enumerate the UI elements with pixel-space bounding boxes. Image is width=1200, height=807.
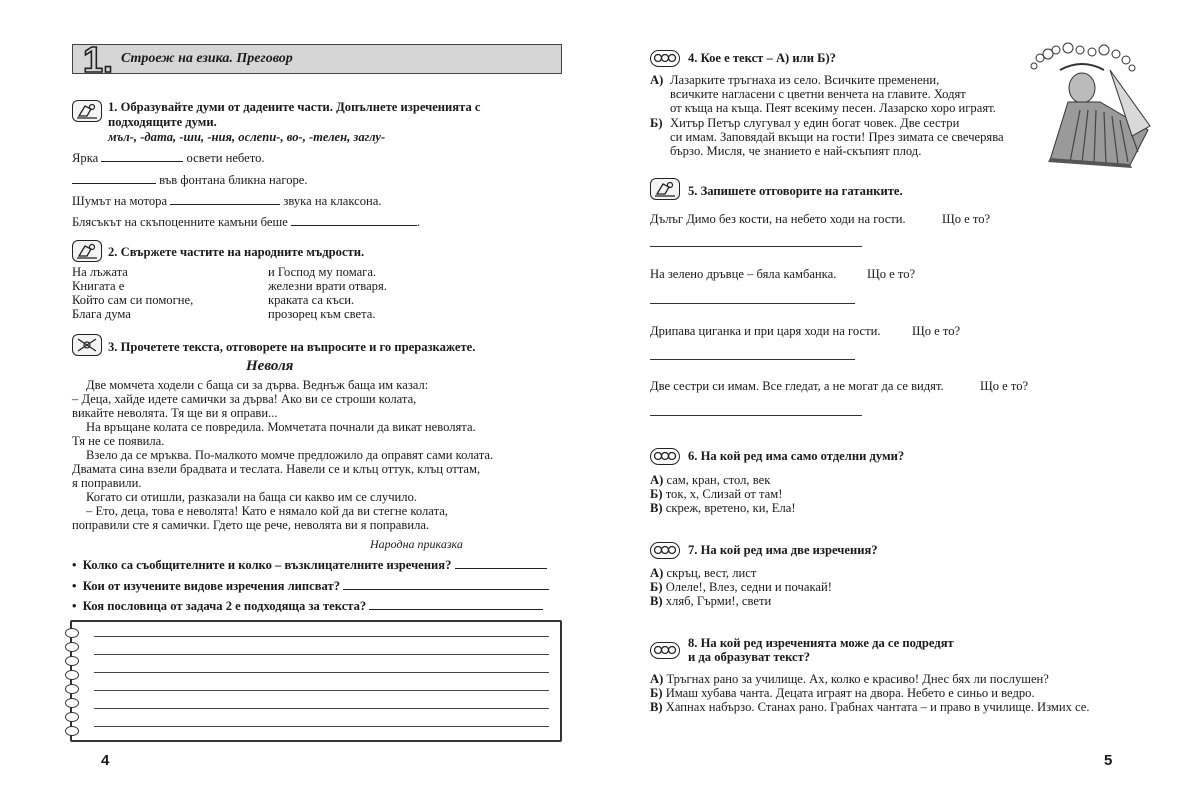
lazarka-girl-illustration <box>1020 40 1170 170</box>
spiral-ring <box>65 628 79 638</box>
blank-line[interactable] <box>170 193 280 205</box>
task5-title: 5. Запишете отговорите на гатанките. <box>688 184 903 198</box>
story-line: я поправили. <box>72 476 142 490</box>
answer-blank[interactable] <box>369 598 543 610</box>
riddle-question: Що е то? <box>867 267 916 281</box>
writing-area[interactable] <box>70 620 562 742</box>
riddle-1: Дълъг Димо без кости, на небето ходи на гости. <box>650 212 906 226</box>
write-task-icon <box>650 178 680 200</box>
answer-blank[interactable] <box>343 578 549 590</box>
choice-task-icon <box>650 642 680 659</box>
task7-option-c[interactable]: В) хляб, Гърми!, свети <box>650 594 772 608</box>
text-b-line: си имам. Заповядай вкъщи на гости! През зимата се свечерява <box>670 130 1004 144</box>
riddle-4: Две сестри си имам. Все гледат, а не могат да се видят. <box>650 379 944 393</box>
task1-sentence-2: във фонтана бликна нагоре. <box>72 172 308 188</box>
task8-title-line1: 8. На кой ред изреченията може да се подредят <box>688 636 954 650</box>
page-number: 5 <box>1104 752 1113 769</box>
task1-title-line1: 1. Образувайте думи от дадените части. Допълнете изреченията с <box>108 100 481 114</box>
riddle-3: Дрипава циганка и при царя ходи на гости. <box>650 324 881 338</box>
blank-line[interactable] <box>72 172 156 184</box>
proverb-right-2: железни врати отваря. <box>268 279 387 293</box>
task7-title: 7. На кой ред има две изречения? <box>688 543 878 557</box>
read-task-icon <box>72 334 102 356</box>
choice-task-icon <box>650 448 680 465</box>
question-3: • Коя пословица от задача 2 е подходяща за текста? <box>72 598 543 614</box>
text-a-line: Лазарките тръгнаха из село. Всичките пременени, <box>670 73 940 87</box>
option-a-label: А) <box>650 73 664 87</box>
story-line: поправили сте я самички. Гдето ще рече, неволята ви я поправила. <box>72 518 430 532</box>
proverb-right-1: и Господ му помага. <box>268 265 377 279</box>
text-a-line: всичките нагласени с цветни венчета на главите. Ходят <box>670 87 966 101</box>
proverb-left-4: Блага дума <box>72 307 131 321</box>
story-title: Неволя <box>246 358 294 374</box>
task7-option-a[interactable]: А) скръц, вест, лист <box>650 566 757 580</box>
answer-blank[interactable] <box>455 557 547 569</box>
spiral-ring <box>65 712 79 722</box>
task1-word-parts: мъл-, -дата, -ши, -ния, ослепи-, во-, -телен, заглу- <box>108 130 386 144</box>
task1-sentence-1: Ярка освети небето. <box>72 151 265 165</box>
story-line: Взело да се мръква. По-малкото момче предложило да оправят сами колата. <box>86 448 494 462</box>
unit-number: 1. <box>83 39 114 80</box>
task6-option-a[interactable]: А) сам, кран, стол, век <box>650 473 771 487</box>
proverb-right-3: краката са къси. <box>268 293 355 307</box>
spiral-ring <box>65 670 79 680</box>
task4-title: 4. Кое е текст – А) или Б)? <box>688 51 836 65</box>
task6-option-c[interactable]: В) скреж, вретено, ки, Ела! <box>650 501 796 515</box>
task8-option-c[interactable]: В) Хапнах набързо. Станах рано. Грабнах чантата – и право в училище. Измих се. <box>650 700 1090 714</box>
question-2: • Кои от изучените видове изречения липсват? <box>72 578 549 594</box>
option-b-label: Б) <box>650 116 663 130</box>
spiral-ring <box>65 684 79 694</box>
story-line: Двамата сина взели брадвата и теслата. Навели се и клъц оттук, клъц оттам, <box>72 462 481 476</box>
unit-title: Строеж на езика. Преговор <box>121 51 293 66</box>
story-line: Тя не се появила. <box>72 434 165 448</box>
proverb-left-1: На лъжата <box>72 265 128 279</box>
story-line: – Деца, хайде идете самички за дърва! Ако ви се строши колата, <box>72 392 417 406</box>
page-number: 4 <box>101 752 110 769</box>
riddle-answer-line[interactable] <box>650 302 855 304</box>
text-b-line: Хитър Петър слугувал у един богат човек. Две сестри <box>670 116 960 130</box>
task1-sentence-3: Шумът на мотора звука на клаксона. <box>72 194 382 208</box>
task8-option-a[interactable]: А) Тръгнах рано за училище. Ах, колко е красиво! Днес бях ли послушен? <box>650 672 1049 686</box>
write-task-icon <box>72 240 102 262</box>
proverb-left-3: Който сам си помогне, <box>72 293 194 307</box>
unit-header <box>72 39 562 80</box>
riddle-answer-line[interactable] <box>650 245 862 247</box>
task6-title: 6. На кой ред има само отделни думи? <box>688 449 905 463</box>
task8-title-line2: и да образуват текст? <box>688 650 811 664</box>
choice-task-icon <box>650 50 680 67</box>
text-b-line: бързо. Мисля, че знанието е най-скъпият плод. <box>670 144 922 158</box>
spiral-ring <box>65 656 79 666</box>
task1-sentence-4: Блясъкът на скъпоценните камъни беше . <box>72 215 421 229</box>
story-source: Народна приказка <box>370 537 463 551</box>
story-line: Когато си отишли, разказали на баща си какво им се случило. <box>86 490 418 504</box>
task2-title: 2. Свържете частите на народните мъдрости. <box>108 245 365 259</box>
question-1: • Колко са съобщителните и колко – възклицателните изречения? <box>72 557 547 573</box>
spiral-ring <box>65 726 79 736</box>
riddle-answer-line[interactable] <box>650 358 855 360</box>
blank-line[interactable] <box>291 214 417 226</box>
write-task-icon <box>72 100 102 122</box>
choice-task-icon <box>650 542 680 559</box>
task8-option-b[interactable]: Б) Имаш хубава чанта. Децата играят на двора. Небето е синьо и ведро. <box>650 686 1035 700</box>
story-line: – Ето, деца, това е неволята! Като е нямало кой да ви стегне колата, <box>86 504 448 518</box>
riddle-2: На зелено дръвце – бяла камбанка. <box>650 267 837 281</box>
right-page <box>600 0 1200 807</box>
blank-line[interactable] <box>101 150 183 162</box>
riddle-question: Що е то? <box>980 379 1029 393</box>
story-line: викайте неволята. Тя ще ви я оправи... <box>72 406 278 420</box>
riddle-question: Що е то? <box>942 212 991 226</box>
proverb-right-4: прозорец към света. <box>268 307 376 321</box>
spiral-ring <box>65 642 79 652</box>
story-line: На връщане колата се повредила. Момчетата почнали да викат неволята. <box>86 420 476 434</box>
task6-option-b[interactable]: Б) ток, х, Слизай от там! <box>650 487 783 501</box>
text-a-line: от къща на къща. Пеят всекиму песен. Лазарско хоро играят. <box>670 101 996 115</box>
story-line: Две момчета ходели с баща си за дърва. Веднъж баща им казал: <box>86 378 429 392</box>
riddle-answer-line[interactable] <box>650 414 862 416</box>
task1-title-line2: подходящите думи. <box>108 115 217 129</box>
riddle-question: Що е то? <box>912 324 961 338</box>
proverb-left-2: Книгата е <box>72 279 125 293</box>
spiral-ring <box>65 698 79 708</box>
task3-title: 3. Прочетете текста, отговорете на въпросите и го преразкажете. <box>108 340 476 354</box>
task7-option-b[interactable]: Б) Олеле!, Влез, седни и почакай! <box>650 580 832 594</box>
